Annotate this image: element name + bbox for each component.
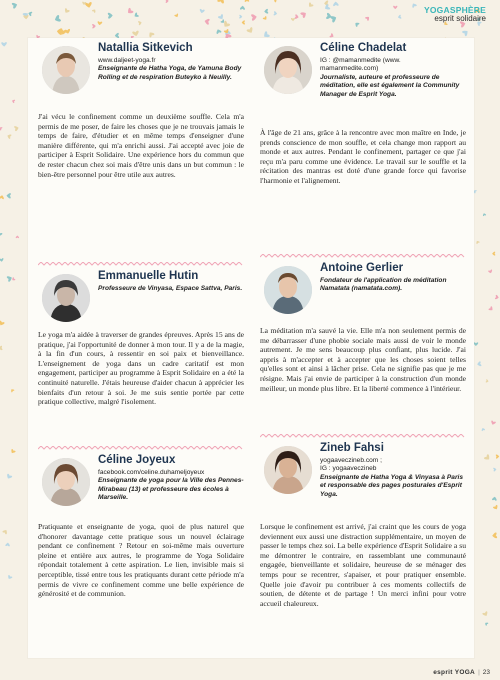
portrait-photo xyxy=(42,458,90,506)
confetti-heart xyxy=(92,8,97,13)
profile-testimony: Lorsque le confinement est arrivé, j'ai craint que les cours de yoga deviennent eux aussi une distraction supplémentaire, un moyen de passer le temps chez soi. La belle expérience d'Esprit Solidaire a su me démontrer le contraire, en rassemblant une communauté engagée, bienveillante et solidaire, heureuse de se ménager des temps pour se recentrer, s'apaiser, et pour pratiquer ensemble. Quelle joie d'avoir pu contribuer à ces moments collectifs de soutien, de détente et de partage ! Un merci infini pour votre accueil chaleureux. xyxy=(260,522,466,608)
confetti-heart xyxy=(5,542,10,546)
profile-contact-line: yogaaveczineb.com ; xyxy=(320,457,382,464)
profile-celine-chadelat xyxy=(260,42,466,186)
confetti-heart xyxy=(462,29,470,37)
confetti-heart xyxy=(274,11,278,16)
confetti-heart xyxy=(488,306,494,312)
confetti-heart xyxy=(54,15,62,23)
confetti-heart xyxy=(97,21,102,25)
confetti-heart xyxy=(2,529,8,535)
article-page xyxy=(28,38,474,658)
confetti-heart xyxy=(7,134,12,140)
confetti-heart xyxy=(239,15,242,19)
profile-name: Zineb Fahsi xyxy=(320,442,384,454)
confetti-heart xyxy=(7,275,13,282)
confetti-heart xyxy=(1,42,7,47)
confetti-heart xyxy=(484,622,488,626)
confetti-heart xyxy=(475,240,479,244)
confetti-heart xyxy=(244,0,249,2)
confetti-heart xyxy=(481,427,485,431)
rubric-section: esprit solidaire xyxy=(434,13,486,23)
confetti-heart xyxy=(11,99,15,103)
confetti-heart xyxy=(0,320,5,326)
page-number: 23 xyxy=(482,669,490,676)
confetti-heart xyxy=(291,18,295,21)
profile-name: Céline Joyeux xyxy=(98,454,176,466)
section-divider xyxy=(260,434,466,440)
confetti-heart xyxy=(486,379,489,383)
confetti-heart xyxy=(12,2,18,9)
confetti-heart xyxy=(138,21,142,26)
confetti-heart xyxy=(324,4,331,11)
portrait-photo xyxy=(264,46,312,94)
confetti-heart xyxy=(492,496,497,500)
confetti-heart xyxy=(133,12,139,18)
portrait-photo xyxy=(264,266,312,314)
confetti-heart xyxy=(0,258,4,262)
portrait-photo xyxy=(42,274,90,322)
confetti-heart xyxy=(495,295,499,300)
confetti-heart xyxy=(354,21,360,27)
profile-role: Fondateur de l'application de méditation Namatata (namatata.com). xyxy=(320,277,447,293)
confetti-heart xyxy=(492,532,497,538)
profile-testimony: Pratiquante et enseignante de yoga, quoi de plus naturel que d'honorer davantage cette pratique sous un nouvel éclairage pendant ce confinement ? Retour en soi-même mais ouverture pleine et entière aux autres, le programme de Yoga Solidaire répondait totalement à cette aspiration. Le lien, invisible mais si perceptible, tissé entre tous les pratiquants durant cette période m'a permis de vivre ce confinement comme une belle expérience de générosité et de communion. xyxy=(38,522,244,599)
confetti-heart xyxy=(217,0,225,4)
portrait-photo xyxy=(264,446,312,494)
confetti-heart xyxy=(493,467,497,471)
profile-contact-line: www.daljeet-yoga.fr xyxy=(98,57,156,64)
profile-role: Professeure de Vinyasa, Espace Sattva, Paris. xyxy=(98,285,243,292)
confetti-heart xyxy=(6,193,10,199)
confetti-heart xyxy=(240,6,245,10)
confetti-heart xyxy=(393,6,397,9)
confetti-heart xyxy=(14,125,19,131)
confetti-heart xyxy=(496,454,500,458)
page-footer: esprit YOGA | 23 xyxy=(433,669,490,676)
confetti-heart xyxy=(199,9,205,14)
confetti-heart xyxy=(484,454,491,461)
confetti-heart xyxy=(63,8,70,14)
profile-zineb-fahsi xyxy=(260,442,466,608)
confetti-heart xyxy=(493,505,499,511)
confetti-heart xyxy=(215,28,221,34)
confetti-heart xyxy=(165,0,168,3)
portrait-photo xyxy=(42,46,90,94)
confetti-heart xyxy=(307,2,313,8)
profile-testimony: La méditation m'a sauvé la vie. Elle m'a non seulement permis de me débarrasser d'une phobie sociale mais aussi de voir le monde autrement. Je me sens beaucoup plus confiant, plus lucide. J'ai appris à m'accepter et à accepter que les choses soient telles qu'elles sont et ainsi à lâcher prise. Cela ne signifie pas que je me résigne. Mais j'ai envie de participer à la construction d'un monde meilleur, un monde plus libre. Et la liberté commence à l'intérieur. xyxy=(260,326,466,393)
confetti-heart xyxy=(132,30,139,36)
confetti-heart xyxy=(251,14,257,21)
confetti-heart xyxy=(411,2,417,8)
confetti-heart xyxy=(242,20,245,24)
profile-contact-line: facebook.com/celine.duhameljoyeux xyxy=(98,469,205,476)
confetti-heart xyxy=(482,213,486,216)
confetti-heart xyxy=(488,269,493,273)
confetti-heart xyxy=(295,14,300,19)
confetti-heart xyxy=(326,13,332,20)
confetti-heart xyxy=(0,346,3,351)
magazine-name: esprit YOGA xyxy=(433,669,476,676)
profile-role: Journaliste, auteure et professeure de méditation, elle est également la Community Manager de Esprit Yoga. xyxy=(320,73,460,98)
profile-natallia-sitkevich xyxy=(38,42,244,179)
section-divider xyxy=(260,254,466,260)
section-divider xyxy=(38,446,244,452)
confetti-heart xyxy=(474,342,479,346)
profile-role: Enseignante de Hatha Yoga & Vinyasa à Paris et responsable des pages posturales d'Esprit Yoga. xyxy=(320,473,464,498)
profile-contact-line: IG : yogaaveczineb xyxy=(320,465,377,473)
confetti-heart xyxy=(333,1,339,6)
profile-name: Céline Chadelat xyxy=(320,42,407,54)
profile-testimony: Le yoga m'a aidée à traverser de grandes épreuves. Après 15 ans de pratique, j'ai l'opportunité de donner à mon tour. Il y a de la magie, à la fin d'un cours, à ressentir en soi paix et bienveillance. L'enseignement de yoga dans un cadre caritatif est mon engagement, participer au programme à Esprit Solidaire en a été la continuité naturelle. J'étais heureuse d'aider chacun à apprécier les bienfaits d'un retour à soi. Je me suis sentie portée par cette pratique collective, malgré l'isolement. xyxy=(38,330,244,407)
profile-testimony: À l'âge de 21 ans, grâce à la rencontre avec mon maître en Inde, je prends conscience de mon souffle, et cela change mon rapport au monde et aux autres. Pendant le confinement, partager ce que j'ai reçu m'a paru comme une évidence. Le travail sur le souffle et la récitation des mantras est doté d'une grande force qui favorise l'harmonie et l'alignement. xyxy=(260,128,466,185)
confetti-heart xyxy=(64,29,70,35)
confetti-heart xyxy=(10,388,15,392)
profile-name: Natallia Sitkevich xyxy=(98,42,193,54)
confetti-heart xyxy=(7,575,13,580)
confetti-heart xyxy=(0,195,4,200)
profile-antoine-gerlier xyxy=(260,262,466,393)
confetti-heart xyxy=(477,361,482,367)
confetti-heart xyxy=(300,10,308,18)
profile-celine-joyeux xyxy=(38,454,244,599)
profile-contact-line: mamanmedite.com) xyxy=(320,65,379,73)
confetti-heart xyxy=(263,16,268,21)
confetti-heart xyxy=(92,24,96,29)
confetti-heart xyxy=(204,18,210,25)
confetti-heart xyxy=(0,231,3,237)
confetti-heart xyxy=(273,0,279,3)
confetti-heart xyxy=(16,235,19,238)
confetti-heart xyxy=(365,15,371,21)
profile-name: Antoine Gerlier xyxy=(320,262,404,274)
profile-emmanuelle-hutin xyxy=(38,270,244,407)
confetti-heart xyxy=(490,420,496,425)
confetti-heart xyxy=(126,8,134,16)
profile-role: Enseignante de yoga pour la Ville des Pennes-Mirabeau (13) et professeure des écoles à Marseille. xyxy=(98,477,244,502)
confetti-heart xyxy=(6,473,13,479)
rubric-brand: YOGASPHÈRE xyxy=(424,5,486,15)
confetti-heart xyxy=(108,12,113,18)
confetti-heart xyxy=(264,9,268,14)
profile-contact-line: IG : @mamanmedite (www. xyxy=(320,57,401,64)
rubric-header xyxy=(424,6,486,23)
confetti-heart xyxy=(330,14,338,22)
confetti-heart xyxy=(397,15,401,20)
confetti-heart xyxy=(147,31,154,38)
profile-role: Enseignante de Hatha Yoga, de Yamuna Body Rolling et de respiration Buteyko à Neuilly. xyxy=(98,65,242,81)
confetti-heart xyxy=(492,252,495,256)
confetti-heart xyxy=(246,27,254,34)
section-divider xyxy=(38,262,244,268)
profile-name: Emmanuelle Hutin xyxy=(98,270,199,282)
confetti-heart xyxy=(10,449,16,455)
confetti-heart xyxy=(0,126,3,131)
confetti-heart xyxy=(174,13,179,18)
confetti-heart xyxy=(482,611,489,617)
profile-testimony: J'ai vécu le confinement comme un deuxième souffle. Cela m'a permis de me poser, de faire les choses que je ne trouvais jamais le temps de faire, d'étudier et en même temps d'enseigner d'une manière différente, qui m'a enrichi aussi. J'ai accepté avec joie de participer à Esprit Solidaire. Une expérience hors du commun que de rester chacun chez soi mais d'être unis dans un but commun : le bien-être personnel pour être utile aux autres. xyxy=(38,112,244,179)
